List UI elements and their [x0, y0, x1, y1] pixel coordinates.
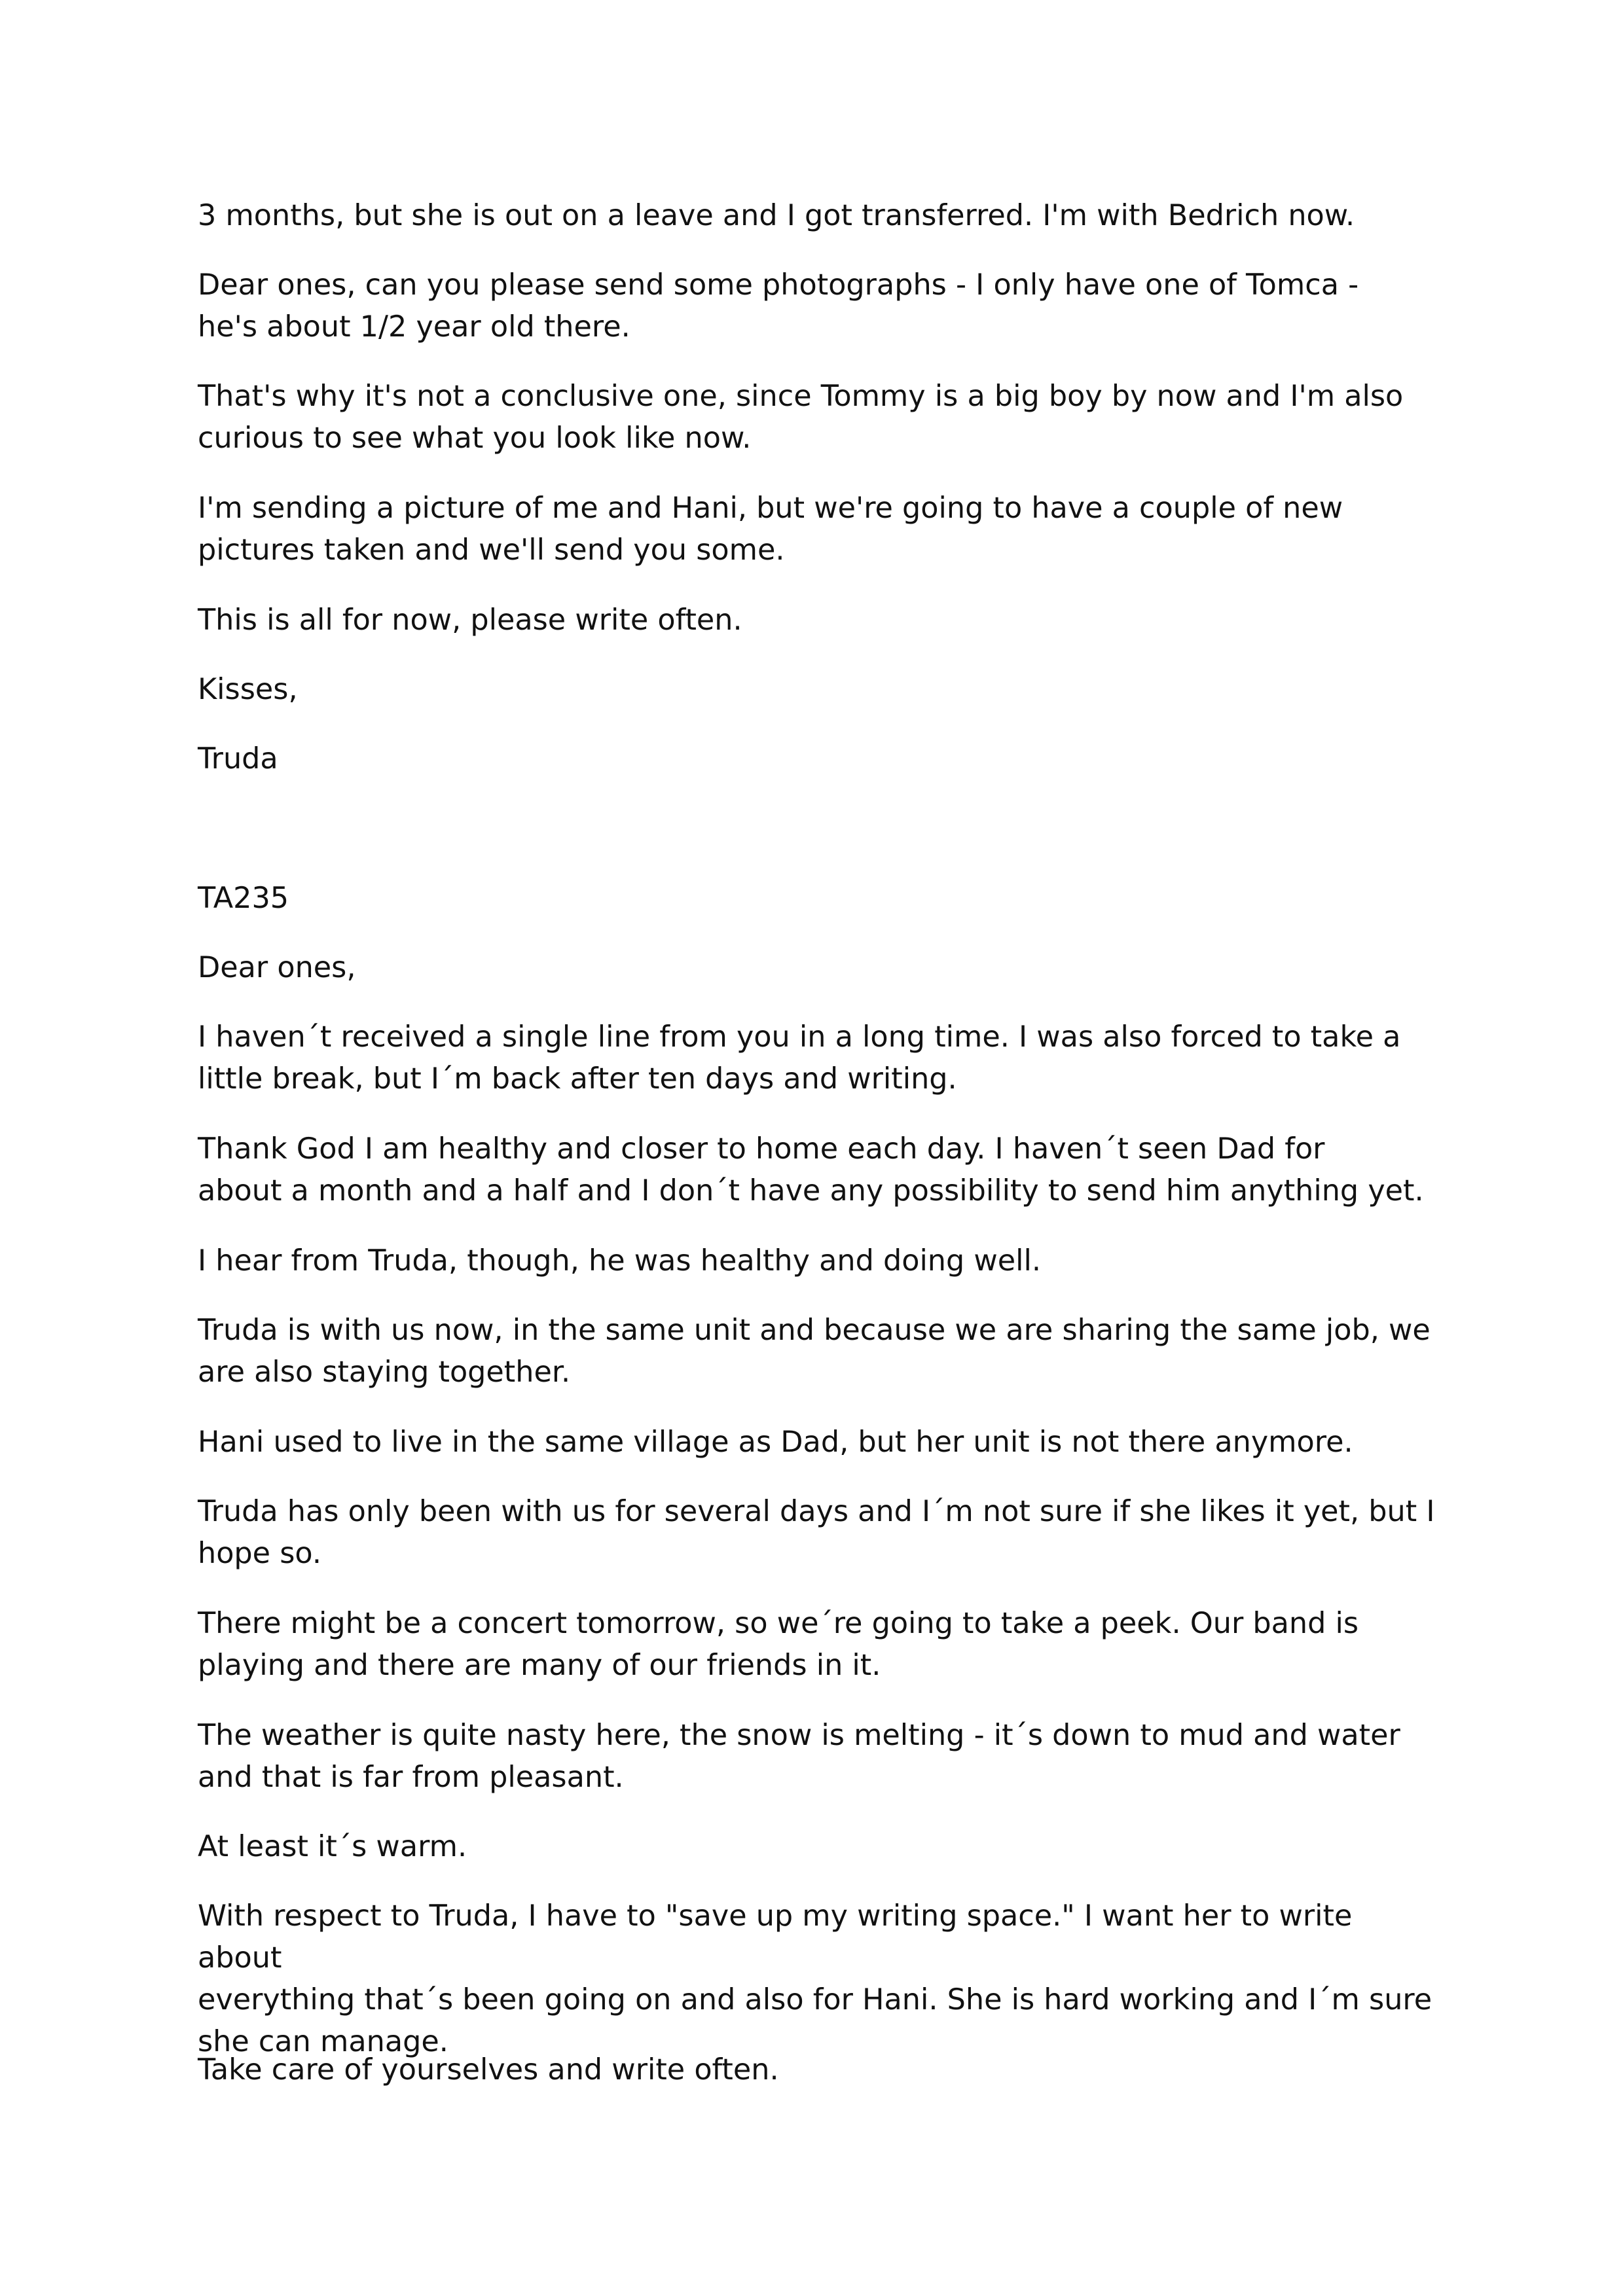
paragraph-same-unit: Truda is with us now, in the same unit and because we are sharing the same job, we are also staying together. — [198, 1314, 1431, 1389]
paragraph-all-for-now: This is all for now, please write often. — [198, 603, 742, 637]
paragraph-writing-space: With respect to Truda, I have to "save up my writing space." I want her to write about everything that´s been going on and also for Hani. She is hard working and I´m sure she can manage. — [198, 1899, 1432, 2058]
paragraph-transfer-note: 3 months, but she is out on a leave and I got transferred. I'm with Bedrich now. — [198, 199, 1355, 232]
paragraph-weather: The weather is quite nasty here, the snow is melting - it´s down to mud and water and that is far from pleasant. — [198, 1719, 1400, 1794]
signature-truda: Truda — [198, 742, 278, 776]
paragraph-sending-picture: I'm sending a picture of me and Hani, but we're going to have a couple of new pictures taken and we'll send you some. — [198, 492, 1343, 567]
paragraph-no-line-received: I haven´t received a single line from you in a long time. I was also forced to take a little break, but I´m back after ten days and writing. — [198, 1020, 1401, 1096]
paragraph-several-days: Truda has only been with us for several days and I´m not sure if she likes it yet, but I hope so. — [198, 1495, 1435, 1570]
paragraph-healthy-dad: Thank God I am healthy and closer to home each day. I haven´t seen Dad for about a month and a half and I don´t have any possibility to send him anything yet. — [198, 1132, 1424, 1208]
paragraph-take-care: Take care of yourselves and write often. — [198, 2053, 779, 2087]
paragraph-tommy-curious: That's why it's not a conclusive one, since Tommy is a big boy by now and I'm also curious to see what you look like now. — [198, 380, 1404, 455]
paragraph-concert: There might be a concert tomorrow, so we´re going to take a peek. Our band is playing and there are many of our friends in it. — [198, 1607, 1359, 1682]
paragraph-hear-from-truda: I hear from Truda, though, he was healthy and doing well. — [198, 1244, 1042, 1278]
letter-salutation: Dear ones, — [198, 951, 356, 984]
closing-kisses: Kisses, — [198, 673, 298, 706]
paragraph-hani-village: Hani used to live in the same village as Dad, but her unit is not there anymore. — [198, 1426, 1353, 1459]
paragraph-photo-request: Dear ones, can you please send some photographs - I only have one of Tomca - he's about 1/2 year old there. — [198, 268, 1359, 344]
paragraph-warm: At least it´s warm. — [198, 1830, 467, 1863]
letter-reference-code: TA235 — [198, 882, 289, 915]
